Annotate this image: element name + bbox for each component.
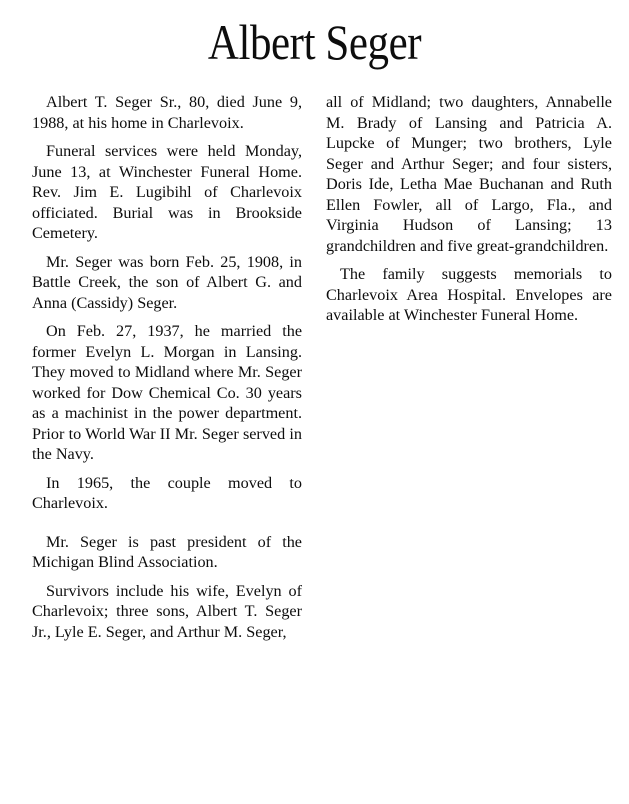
article-column-left: [32, 92, 302, 642]
paragraph-marriage-career: On Feb. 27, 1937, he married the former Evelyn L. Morgan in Lansing. They moved to Midland where Mr. Seger worked for Dow Chemical Co. 30 years as a machinist in the power department. Prior to World War II Mr. Seger served in the Navy.: [32, 322, 302, 463]
paragraph-birth: Mr. Seger was born Feb. 25, 1908, in Battle Creek, the son of Albert G. and Anna (Cassidy) Seger.: [32, 252, 302, 312]
article-column-right: [326, 92, 612, 326]
paragraph-survivors-continued: all of Midland; two daughters, Annabelle M. Brady of Lansing and Patricia A. Lupcke of Munger; two brothers, Lyle Seger and Arthur Seger; and four sisters, Doris Ide, Letha Mae Buchanan and Ruth Ellen Fowler, all of Largo, Fla., and Virginia Hudson of Lansing; 13 grandchildren and five great-grandchildren.: [326, 93, 612, 255]
paragraph-blind-association: Mr. Seger is past president of the Michigan Blind Association.: [32, 532, 302, 571]
paragraph-funeral-services: Funeral services were held Monday, June 13, at Winchester Funeral Home. Rev. Jim E. Lugibihl of Charlevoix officiated. Burial was in Brookside Cemetery.: [32, 142, 302, 242]
article-headline: Albert Seger: [207, 14, 422, 70]
paragraph-move-charlevoix: In 1965, the couple moved to Charlevoix.: [32, 473, 302, 512]
paragraph-memorials: The family suggests memorials to Charlevoix Area Hospital. Envelopes are available at Winchester Funeral Home.: [326, 265, 612, 324]
paragraph-death-notice: Albert T. Seger Sr., 80, died June 9, 1988, at his home in Charlevoix.: [32, 93, 302, 132]
paragraph-survivors-start: Survivors include his wife, Evelyn of Charlevoix; three sons, Albert T. Seger Jr., Lyle E. Seger, and Arthur M. Seger,: [32, 581, 302, 641]
